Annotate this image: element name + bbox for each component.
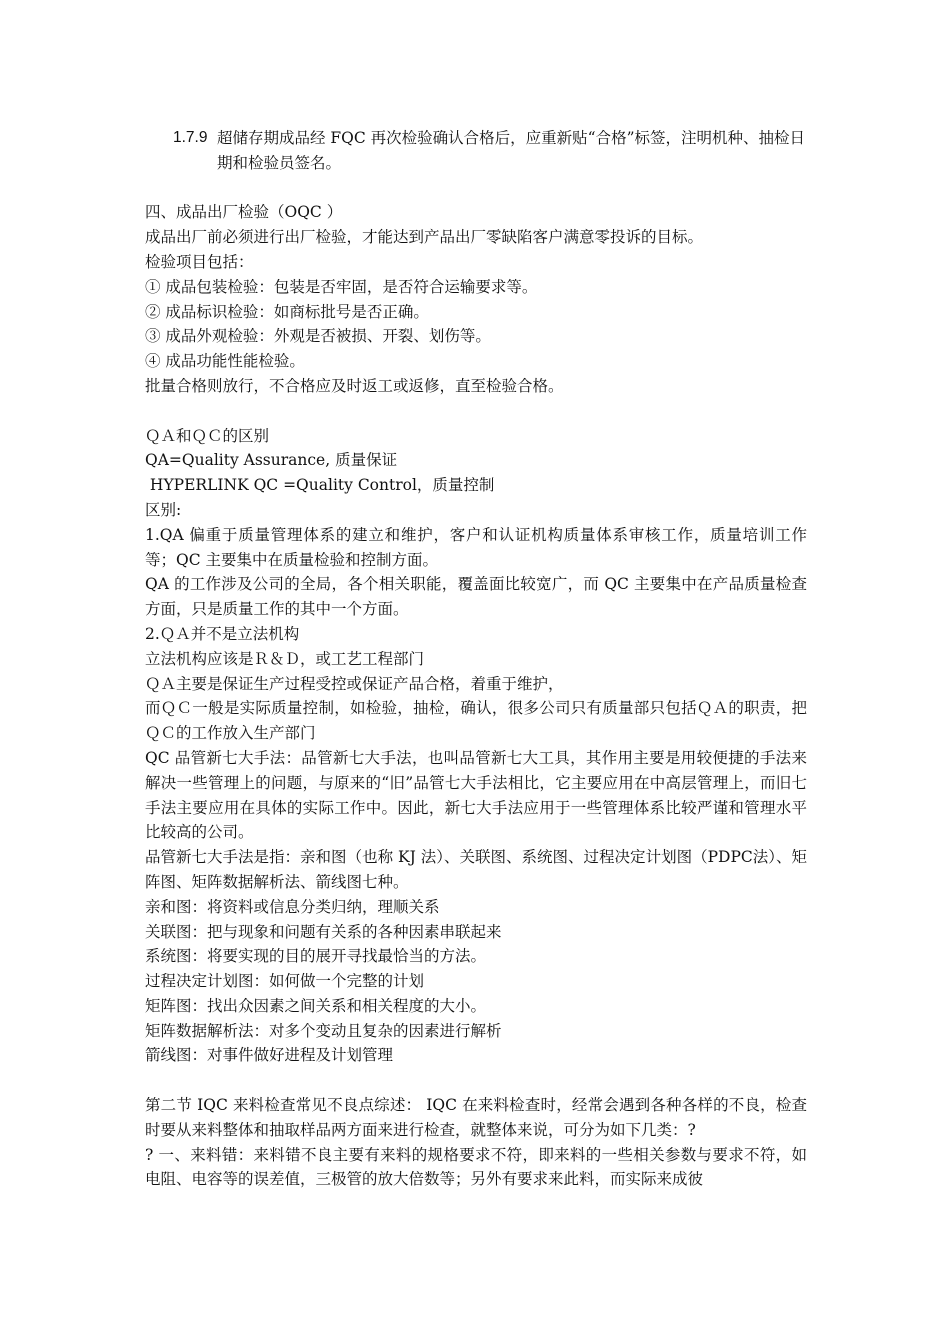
qc-definition: HYPERLINK QC =Quality Control，质量控制	[145, 476, 495, 495]
qa-qc-paragraph: 而ＱＣ一般是实际质量控制，如检验，抽检，确认，很多公司只有质量部只包括ＱＡ的职责，把ＱＣ的工作放入生产部门	[145, 699, 807, 743]
section-text: 超储存期成品经 FQC 再次检验确认合格后，应重新贴“合格”标签，注明机种、抽检日期和检验员签名。	[217, 129, 806, 172]
document-body	[145, 126, 807, 1192]
tool-item: 箭线图：对事件做好进程及计划管理	[145, 1046, 394, 1065]
oqc-item: ④ 成品功能性能检验。	[145, 352, 305, 371]
qa-qc-paragraph: QA 的工作涉及公司的全局，各个相关职能，覆盖面比较宽广，而 QC 主要集中在产品质量检查方面，只是质量工作的其中一个方面。	[145, 575, 807, 619]
oqc-items-label: 检验项目包括：	[145, 252, 254, 271]
tool-item: 矩阵数据解析法：对多个变动且复杂的因素进行解析	[145, 1021, 502, 1040]
oqc-item: ① 成品包装检验：包装是否牢固，是否符合运输要求等。	[145, 277, 538, 296]
iqc-section-intro: 第二节 IQC 来料检查常见不良点综述： IQC 在来料检查时，经常会遇到各种各样的不良，检查时要从来料整体和抽取样品两方面来进行检查，就整体来说，可分为如下几类：?	[145, 1096, 807, 1139]
qa-qc-paragraph: 1.QA 偏重于质量管理体系的建立和维护，客户和认证机构质量体系审核工作，质量培训工作等；QC 主要集中在质量检验和控制方面。	[145, 525, 807, 569]
oqc-item: ③ 成品外观检验：外观是否被损、开裂、划伤等。	[145, 327, 491, 346]
qa-definition: QA=Quality Assurance, 质量保证	[145, 451, 398, 470]
difference-label: 区别:	[145, 500, 182, 519]
section-1-7-9	[173, 126, 807, 176]
tool-item: 系统图：将要实现的目的展开寻找最恰当的方法。	[145, 947, 487, 966]
iqc-material-error: ? 一、来料错：来料错不良主要有来料的规格要求不符，即来料的一些相关参数与要求不符，如电阻、电容等的误差值，三极管的放大倍数等；另外有要求来此料，而实际来成彼	[145, 1145, 807, 1189]
qa-qc-paragraph: 2.ＱＡ并不是立法机构	[145, 624, 300, 643]
seven-tools-intro: QC 品管新七大手法：品管新七大手法，也叫品管新七大工具，其作用主要是用较便捷的手法来解决一些管理上的问题，与原来的“旧”品管七大手法相比，它主要应用在中高层管理上，而旧七手法主要应用在具体的实际工作中。因此，新七大手法应用于一些管理体系比较严谨和管理水平比较高的公司。	[145, 748, 807, 842]
tool-item: 亲和图：将资料或信息分类归纳，理顺关系	[145, 897, 440, 916]
oqc-heading: 四、成品出厂检验（OQC ）	[145, 203, 343, 222]
seven-tools-summary: 品管新七大手法是指：亲和图（也称 KJ 法）、关联图、系统图、过程决定计划图（PDPC法）、矩阵图、矩阵数据解析法、箭线图七种。	[145, 848, 807, 891]
qa-qc-title: ＱＡ和ＱＣ的区别	[145, 426, 270, 445]
tool-item: 矩阵图：找出众因素之间关系和相关程度的大小。	[145, 996, 487, 1015]
qa-qc-paragraph: ＱＡ主要是保证生产过程受控或保证产品合格，着重于维护，	[145, 674, 564, 693]
tool-item: 过程决定计划图：如何做一个完整的计划	[145, 972, 425, 991]
section-number: 1.7.9	[173, 129, 208, 146]
oqc-intro: 成品出厂前必须进行出厂检验，才能达到产品出厂零缺陷客户满意零投诉的目标。	[145, 228, 704, 247]
tool-item: 关联图：把与现象和问题有关系的各种因素串联起来	[145, 922, 502, 941]
qa-qc-paragraph: 立法机构应该是Ｒ＆Ｄ，或工艺工程部门	[145, 649, 425, 668]
oqc-conclusion: 批量合格则放行，不合格应及时返工或返修，直至检验合格。	[145, 376, 564, 395]
oqc-item: ② 成品标识检验：如商标批号是否正确。	[145, 302, 429, 321]
